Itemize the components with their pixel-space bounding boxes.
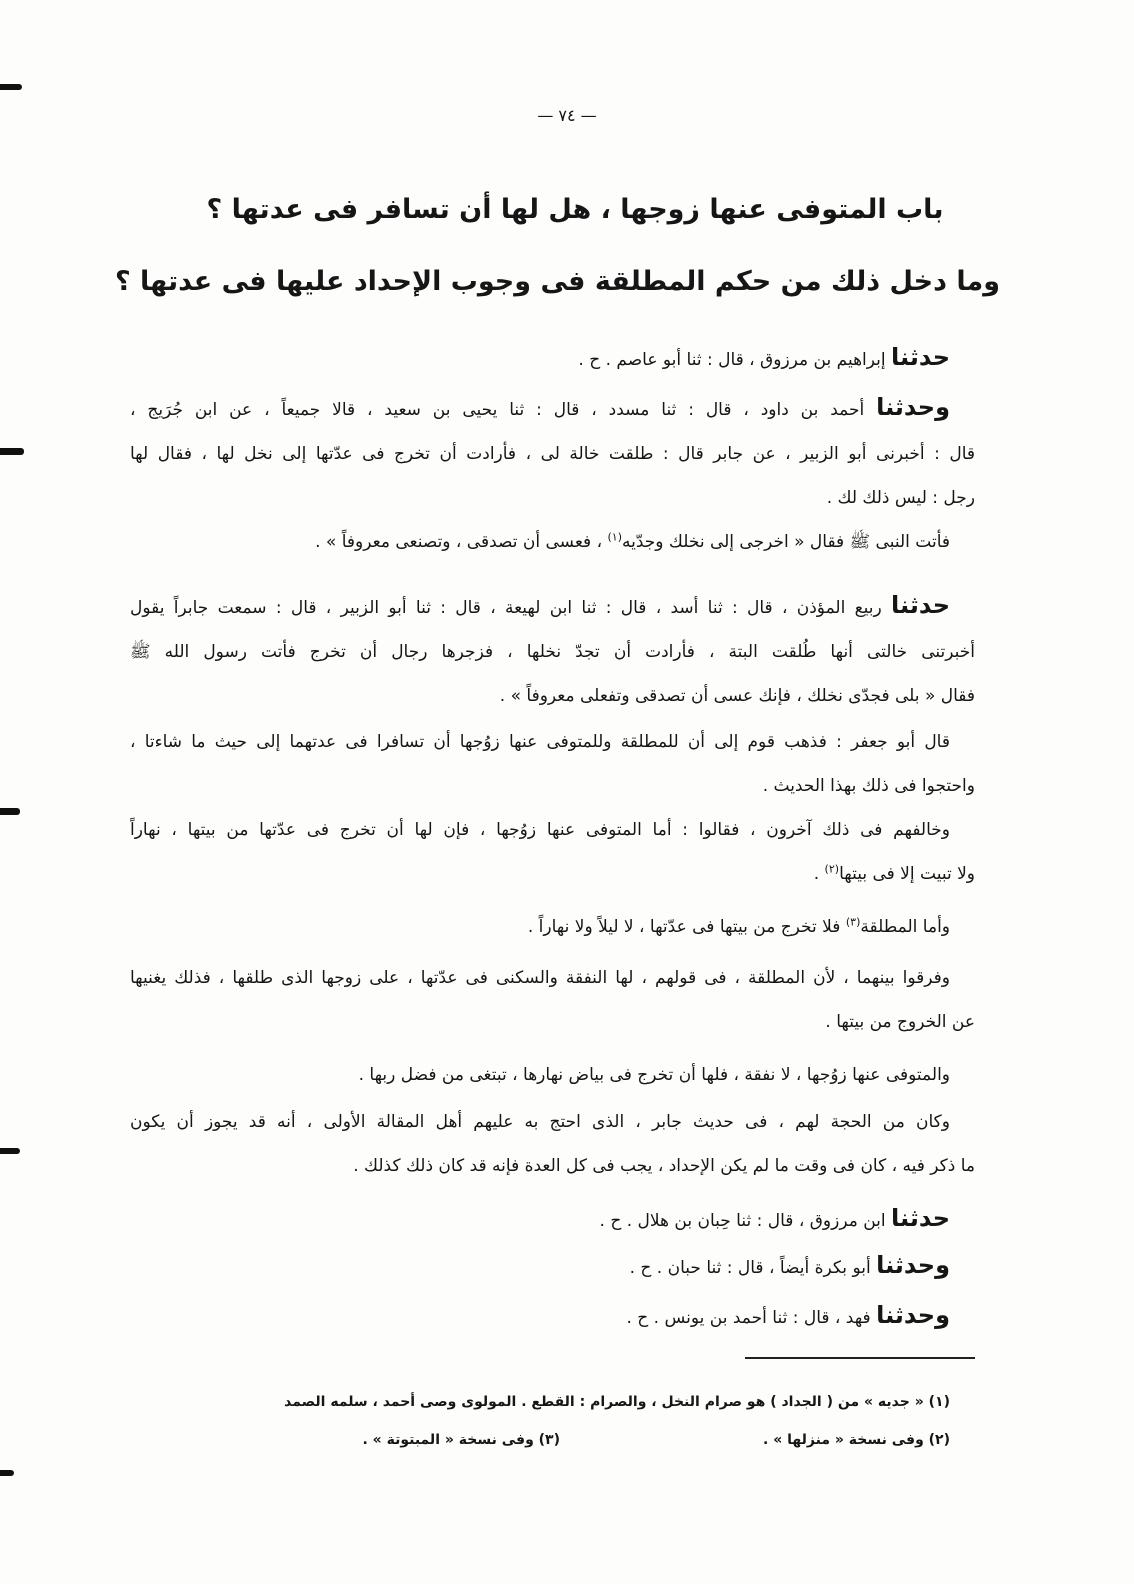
hadith-lead-word: وحدثنا	[876, 393, 951, 421]
paragraph-2	[130, 385, 975, 520]
paragraph-7-text-before-note: وأما المطلقة	[860, 917, 950, 937]
paragraph-5	[130, 720, 975, 808]
paragraph-12-line-1	[130, 1243, 975, 1290]
paragraph-4-line-1-text: ربيع المؤذن ، قال : ثنا أسد ، قال : ثنا ابن لهيعة ، قال : ثنا أبو الزبير ، قال : سمعت جابراً يقول	[130, 598, 882, 618]
paragraph-10	[130, 1100, 975, 1188]
chapter-title-line-1: باب المتوفى عنها زوجها ، هل لها أن تسافر فى عدتها ؟	[206, 194, 944, 225]
paragraph-13-line-1	[130, 1293, 975, 1340]
paragraph-8	[130, 956, 975, 1044]
paragraph-7-text-after-note: فلا تخرج من بيتها فى عدّتها ، لا ليلاً ولا نهاراً .	[527, 917, 846, 937]
paragraph-6	[130, 808, 975, 896]
paragraph-5-line-1: قال أبو جعفر : فذهب قوم إلى أن للمطلقة وللمتوفى عنها زوُجها أن تسافرا فى عدتهما إلى حيث ما شاءتا ،	[130, 732, 950, 752]
paragraph-8-line-2: عن الخروج من بيتها .	[825, 1012, 975, 1032]
paragraph-3-text-before-note: فأتت النبى ﷺ فقال « اخرجى إلى نخلك وجدّيه	[622, 532, 950, 552]
paragraph-5-line-2: واحتجوا فى ذلك بهذا الحديث .	[762, 776, 975, 796]
paragraph-4-line-2: أخبرتنى خالتى أنها طُلقت البتة ، فأرادت أن تجدّ نخلها ، فزجرها رجال أن تخرج فأتت رسول الله ﷺ	[130, 642, 975, 662]
paragraph-9-line-1: والمتوفى عنها زوُجها ، لا نفقة ، فلها أن تخرج فى بياض نهارها ، تبتغى من فضل ربها .	[358, 1065, 950, 1085]
paragraph-1-text: إبراهيم بن مرزوق ، قال : ثنا أبو عاصم . ح .	[578, 350, 886, 370]
paragraph-13	[130, 1293, 975, 1340]
hadith-lead-word: حدثنا	[891, 1204, 950, 1232]
paragraph-13-text: فهد ، قال : ثنا أحمد بن يونس . ح .	[626, 1308, 871, 1328]
paragraph-6-line-1: وخالفهم فى ذلك آخرون ، فقالوا : أما المتوفى عنها زوُجها ، فإن لها أن تخرج فى عدّتها من بيتها ، نهاراً	[130, 820, 950, 840]
paragraph-11-line-1	[130, 1196, 975, 1243]
paragraph-8-line-1: وفرقوا بينهما ، لأن المطلقة ، فى قولهم ، لها النفقة والسكنى فى عدّتها ، على زوجها الذى طلقها ، فذلك يغنيها	[130, 968, 950, 988]
paragraph-3-text-after-note: ، فعسى أن تصدقى ، وتصنعى معروفاً » .	[315, 532, 608, 552]
paragraph-3-line-1	[130, 520, 975, 564]
chapter-title-line-2: وما دخل ذلك من حكم المطلقة فى وجوب الإحداد عليها فى عدتها ؟	[114, 266, 1000, 297]
footnote-3: (٣) وفى نسخة « المبتوتة » .	[362, 1432, 560, 1448]
paragraph-12-text: أبو بكرة أيضاً ، قال : ثنا حبان . ح .	[629, 1258, 871, 1278]
paragraph-6-text-after-note: .	[813, 864, 825, 884]
scan-mark	[0, 1148, 20, 1154]
hadith-lead-word: حدثنا	[891, 343, 950, 371]
scan-mark	[0, 808, 20, 815]
footnote-divider	[745, 1357, 975, 1359]
paragraph-12	[130, 1243, 975, 1290]
paragraph-11	[130, 1196, 975, 1243]
paragraph-1	[130, 335, 975, 382]
footnote-2: (٢) وفى نسخة « منزلها » .	[763, 1432, 950, 1448]
scan-mark	[0, 448, 24, 455]
paragraph-1-line-1	[130, 335, 975, 382]
paragraph-4-line-3: فقال « بلى فجدّى نخلك ، فإنك عسى أن تصدقى وتفعلى معروفاً » .	[499, 686, 975, 706]
footnote-ref-2: (٢)	[824, 862, 840, 876]
paragraph-6-text-before-note: ولا تبيت إلا فى بيتها	[839, 864, 975, 884]
paragraph-3	[130, 520, 975, 564]
paragraph-7-line-1	[130, 905, 975, 949]
paragraph-4	[130, 583, 975, 718]
paragraph-7	[130, 905, 975, 949]
scan-mark	[0, 84, 22, 90]
paragraph-2-line-2: قال : أخبرنى أبو الزبير ، عن جابر قال : طلقت خالة لى ، فأرادت أن تخرج فى عدّتها إلى نخل لها ، فقال لها	[130, 444, 975, 464]
paragraph-11-text: ابن مرزوق ، قال : ثنا حِبان بن هلال . ح .	[599, 1211, 886, 1231]
footnote-ref-1: (١)	[607, 530, 622, 544]
scan-mark	[0, 1470, 14, 1476]
paragraph-9	[130, 1053, 975, 1097]
hadith-lead-word: وحدثنا	[876, 1301, 950, 1329]
paragraph-2-line-1	[130, 385, 975, 432]
paragraph-10-line-2: ما ذكر فيه ، كان فى وقت ما لم يكن الإحداد ، يجب فى كل العدة فإنه قد كان ذلك كذلك .	[353, 1156, 975, 1176]
footnote-1: (١) « جديه » من ( الجداد ) هو صرام النخل ، والصرام : القطع . المولوى وصى أحمد ، سلمه الصمد	[284, 1394, 950, 1410]
page-number: — ٧٤ —	[537, 106, 597, 125]
paragraph-6-line-2	[130, 852, 975, 896]
paragraph-10-line-1: وكان من الحجة لهم ، فى حديث جابر ، الذى احتج به عليهم أهل المقالة الأولى ، أنه قد يجوز أن يكون	[130, 1112, 950, 1132]
paragraph-4-line-1	[130, 583, 975, 630]
hadith-lead-word: وحدثنا	[876, 1251, 950, 1279]
paragraph-2-line-1-text: أحمد بن داود ، قال : ثنا مسدد ، قال : ثنا يحيى بن سعيد ، قالا جميعاً ، عن ابن جُرَيج ،	[130, 400, 865, 420]
paragraph-2-line-3: رجل : ليس ذلك لك .	[826, 488, 975, 508]
footnote-ref-3: (٣)	[845, 915, 861, 929]
hadith-lead-word: حدثنا	[891, 591, 951, 619]
